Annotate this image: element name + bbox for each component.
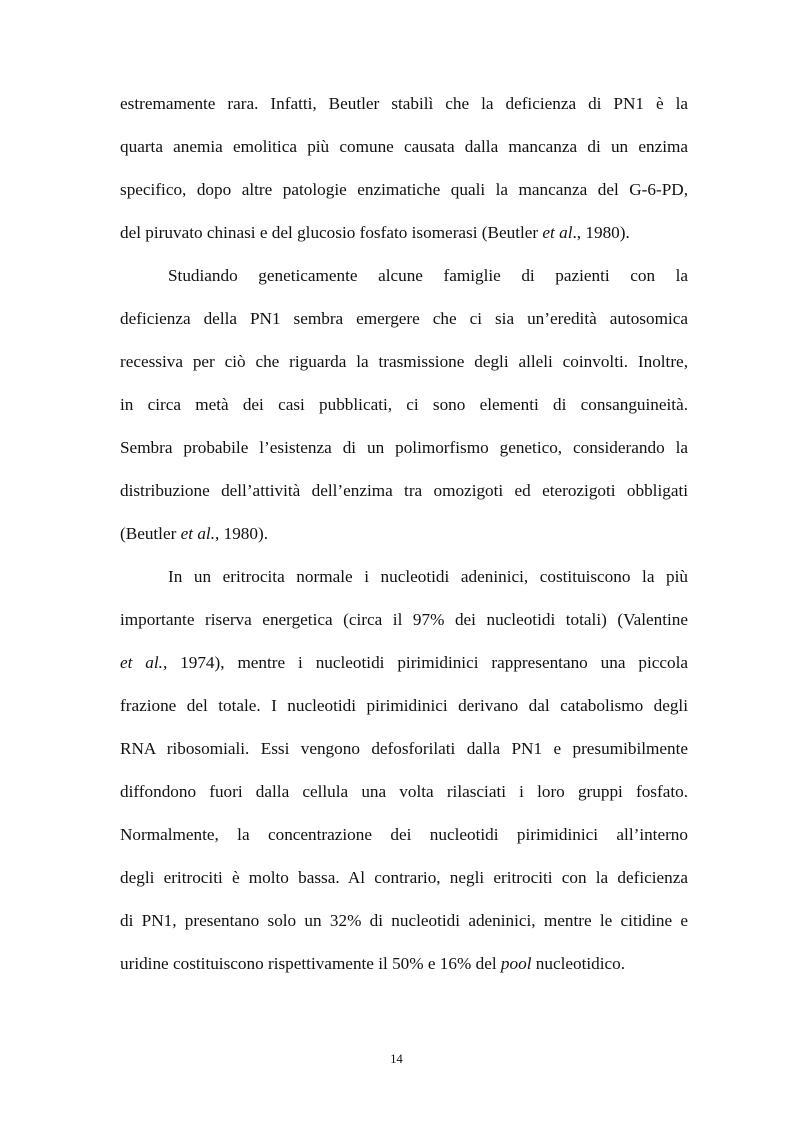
text-line: RNA ribosomiali. Essi vengono defosforilati dalla PN1 e presumibilmente <box>120 739 688 758</box>
text-line: Normalmente, la concentrazione dei nucleotidi pirimidinici all’interno <box>120 825 688 844</box>
text-line: frazione del totale. I nucleotidi pirimidinici derivano dal catabolismo degli <box>120 696 688 715</box>
text-line: Studiando geneticamente alcune famiglie di pazienti con la <box>168 266 688 285</box>
paragraph-3 <box>120 555 688 985</box>
text-line: del piruvato chinasi e del glucosio fosfato isomerasi (Beutler et al., 1980). <box>120 223 630 242</box>
paragraph-2 <box>120 254 688 555</box>
page-number: 14 <box>390 1052 403 1066</box>
text-line: distribuzione dell’attività dell’enzima tra omozigoti ed eterozigoti obbligati <box>120 481 688 500</box>
text-line: et al., 1974), mentre i nucleotidi pirimidinici rappresentano una piccola <box>120 653 688 672</box>
text-line: uridine costituiscono rispettivamente il 50% e 16% del pool nucleotidico. <box>120 954 626 973</box>
text-line: (Beutler et al., 1980). <box>120 524 268 543</box>
italic-text: et al. <box>120 653 163 672</box>
text-line: importante riserva energetica (circa il 97% dei nucleotidi totali) (Valentine <box>120 610 688 629</box>
text-line: In un eritrocita normale i nucleotidi adeninici, costituiscono la più <box>168 567 688 586</box>
text-line: Sembra probabile l’esistenza di un polimorfismo genetico, considerando la <box>120 438 688 457</box>
text-line: diffondono fuori dalla cellula una volta rilasciati i loro gruppi fosfato. <box>120 782 688 801</box>
text-line: di PN1, presentano solo un 32% di nucleotidi adeninici, mentre le citidine e <box>120 911 688 930</box>
text-line: degli eritrociti è molto bassa. Al contrario, negli eritrociti con la deficienza <box>120 868 688 887</box>
italic-text: pool <box>500 954 532 973</box>
text-line: in circa metà dei casi pubblicati, ci sono elementi di consanguineità. <box>120 395 688 414</box>
paragraph-1 <box>120 82 688 254</box>
italic-text: et al. <box>180 524 215 543</box>
document-body <box>120 82 688 985</box>
text-line: recessiva per ciò che riguarda la trasmissione degli alleli coinvolti. Inoltre, <box>120 352 688 371</box>
text-line: quarta anemia emolitica più comune causata dalla mancanza di un enzima <box>120 137 688 156</box>
text-line: deficienza della PN1 sembra emergere che ci sia un’eredità autosomica <box>120 309 688 328</box>
text-line: estremamente rara. Infatti, Beutler stabilì che la deficienza di PN1 è la <box>120 94 688 113</box>
text-line: specifico, dopo altre patologie enzimatiche quali la mancanza del G-6-PD, <box>120 180 688 199</box>
italic-text: et al <box>542 223 573 242</box>
